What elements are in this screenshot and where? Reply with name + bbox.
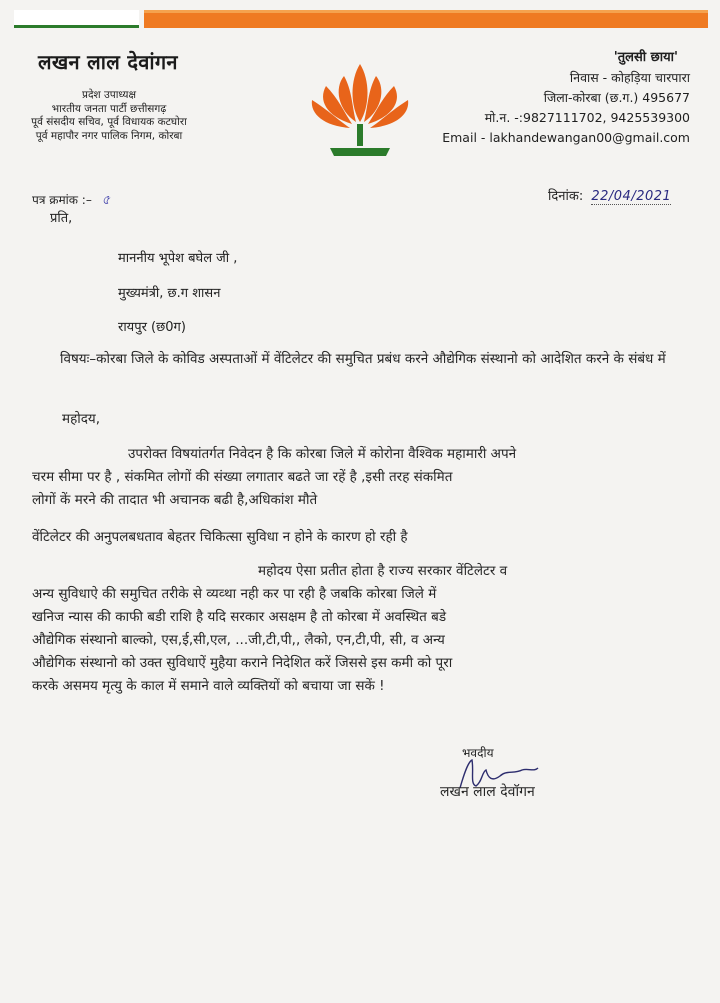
header-band-white-green	[14, 10, 139, 28]
letterhead-name: लखन लाल देवांगन	[38, 50, 178, 74]
salutation: महोदय,	[62, 411, 101, 427]
recipient-line: माननीय भूपेश बघेल जी ,	[118, 251, 238, 266]
contact-email: Email - lakhandewangan00@gmail.com	[442, 130, 690, 145]
body-line: औद्येगिक संस्थानो बाल्को, एस,ई,सी,एल, ...जी,टी,पी,, लैको, एन,टी,पी, सी, व अन्य	[32, 632, 445, 648]
designation-line: पूर्व संसदीय सचिव, पूर्व विधायक कटघोरा	[31, 116, 187, 128]
date-value: 22/04/2021	[591, 189, 672, 204]
date-label: दिनांक:	[548, 189, 584, 204]
reference-label: पत्र क्रमांक :–	[32, 193, 92, 207]
subject: विषयः–कोरबा जिले के कोविड अस्पताओं में वेंटिलेटर की समुचित प्रबंध करने औद्येगिक संस्थानो को आदेशित करने के संबंध में	[60, 351, 666, 367]
body-line: उपरोक्त विषयांतर्गत निवेदन है कि कोरबा जिले में कोरोना वैश्विक महामारी अपने	[128, 446, 517, 462]
lotus-logo-icon	[300, 56, 420, 164]
signature-block	[440, 744, 640, 814]
letter-date	[548, 186, 671, 204]
designation-line: पूर्व महापौर नगर पालिक निगम, कोरबा	[35, 129, 183, 142]
designation-line: प्रदेश उपाध्यक्ष	[81, 89, 137, 101]
closing: भवदीय	[462, 746, 494, 760]
home-name: 'तुलसी छाया'	[613, 50, 678, 65]
designation-line: भारतीय जनता पार्टी छत्तीसगढ़	[51, 102, 167, 115]
body-line: अन्य सुविधाऐ की समुचित तरीके से व्यव्था नही कर पा रही है जबकि कोरबा जिले में	[32, 586, 437, 602]
letterhead-designations	[4, 89, 214, 143]
contact-line: जिला-कोरबा (छ.ग.) 495677	[543, 90, 690, 105]
prati-label: प्रति,	[50, 211, 73, 226]
body-line: वेंटिलेटर की अनुपलबधताव बेहतर चिकित्सा सुविधा न होने के कारण हो रही है	[32, 529, 408, 545]
body-line: करके असमय मृत्यु के काल में समाने वाले व्यक्तियों को बचाया जा सकें !	[32, 678, 385, 694]
signatory-name: लखन लाल देवॉगन	[440, 784, 535, 800]
body-line: खनिज न्यास की काफी बडी राशि है यदि सरकार असक्षम है तो कोरबा में अवस्थित बडे	[32, 609, 447, 625]
recipient-line: रायपुर (छ0ग)	[118, 320, 186, 335]
reference-value: ৫	[101, 193, 111, 208]
body-line: महोदय ऐसा प्रतीत होता है राज्य सरकार वेंटिलेटर व	[258, 563, 508, 579]
body-line: लोगों कें मरने की तादात भी अचानक बढी है,अधिकांश मौते	[32, 492, 318, 508]
contact-line: मो.न. -:9827111702, 9425539300	[484, 110, 690, 125]
body-line: चरम सीमा पर है , संकमित लोगों की संख्या लगातार बढते जा रहें है ,इसी तरह संकमित	[32, 469, 453, 485]
letterhead-contact	[442, 48, 690, 148]
body-line: औद्येगिक संस्थानो को उक्त सुविधाऐं मुहैया कराने निदेशित करें जिससे इस कमी को पूरा	[32, 655, 453, 671]
contact-line: निवास - कोहड़िया चारपारा	[569, 70, 690, 85]
recipient-line: मुख्यमंत्री, छ.ग शासन	[118, 286, 221, 301]
header-band-saffron	[144, 10, 708, 28]
